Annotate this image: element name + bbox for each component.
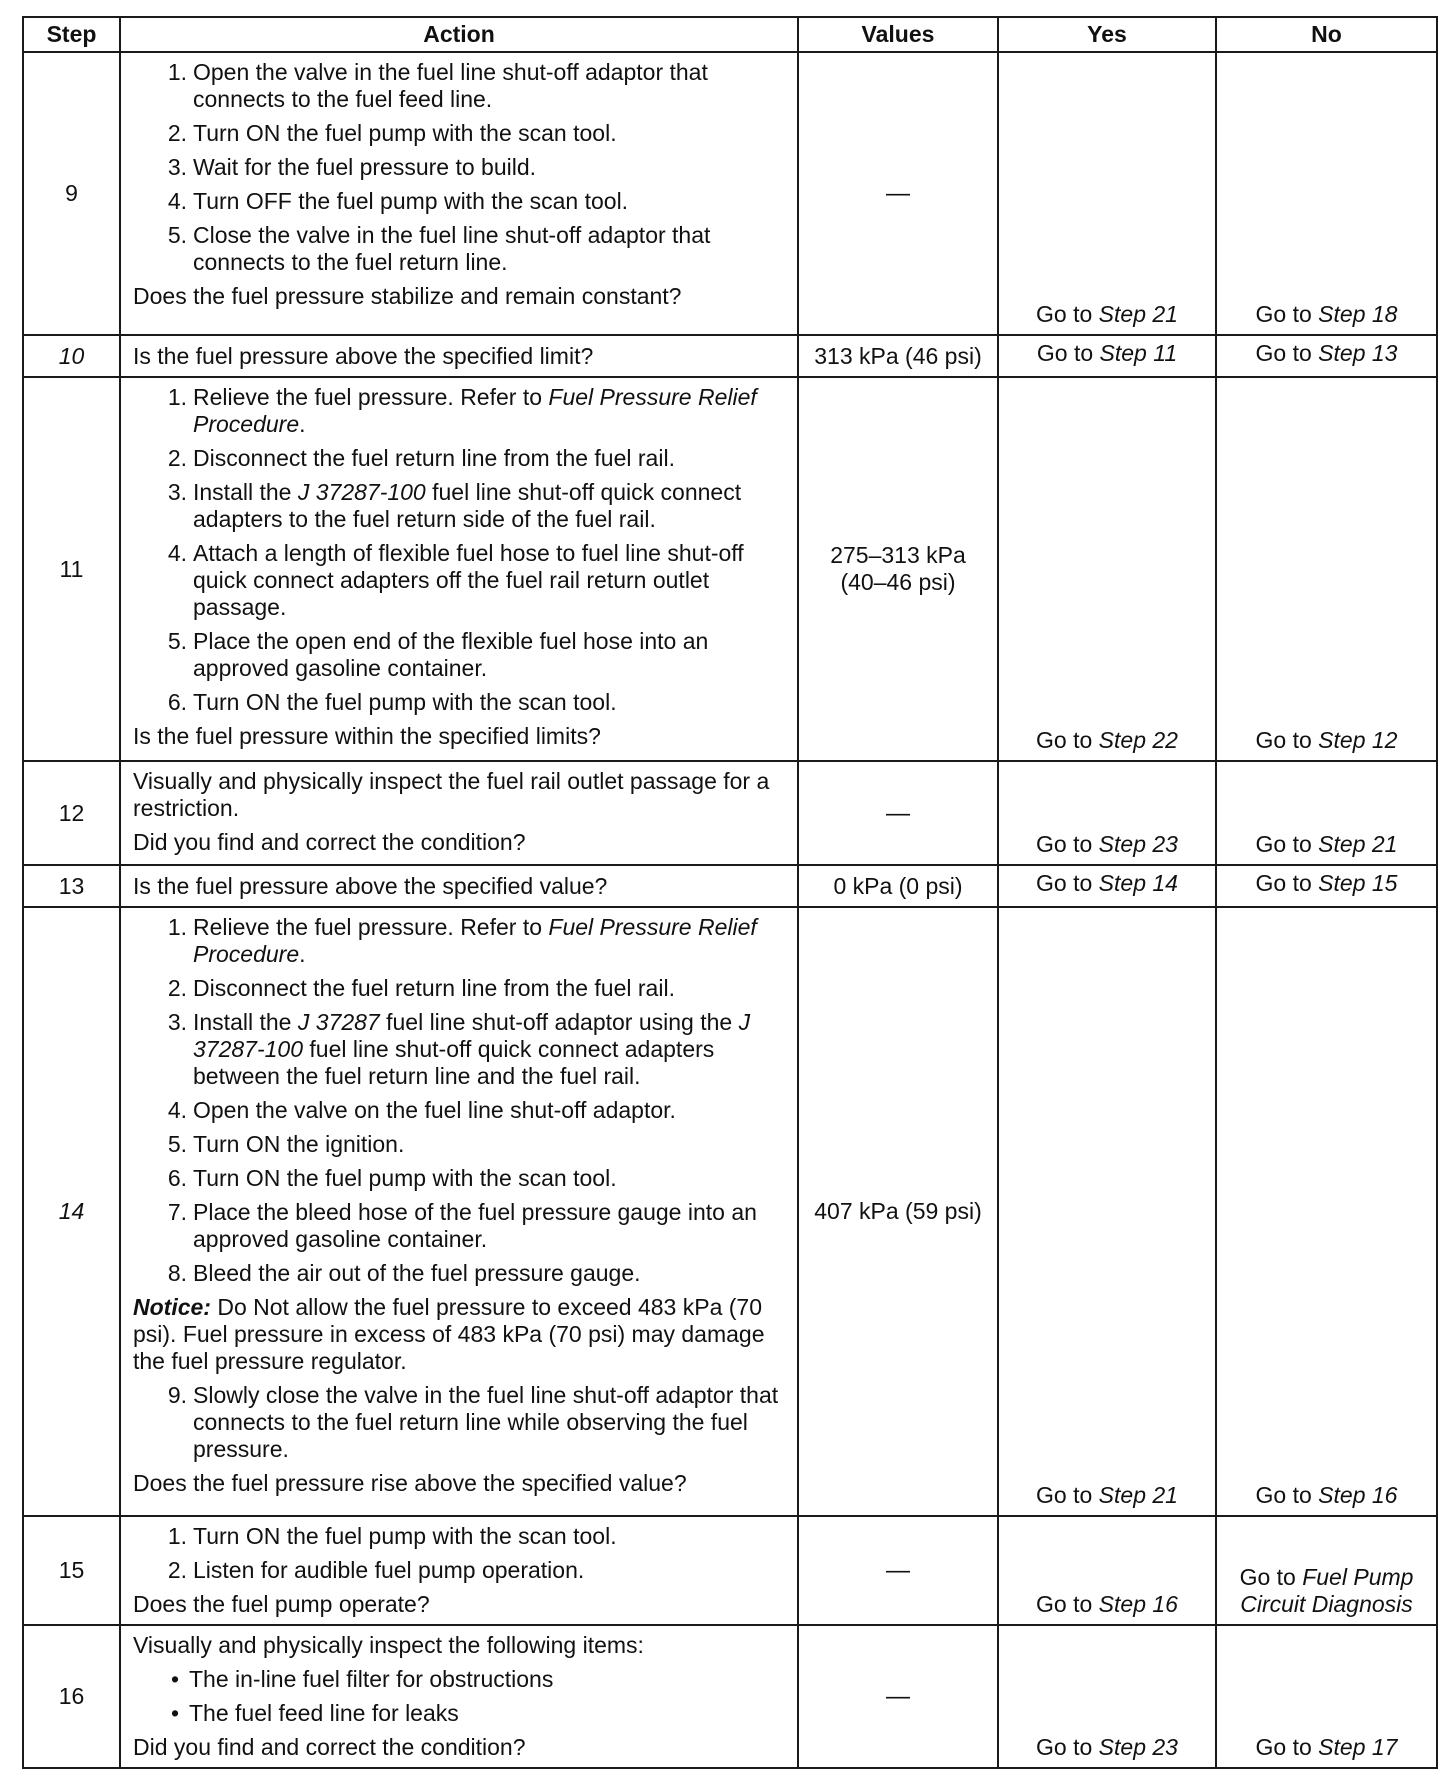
table-row bbox=[23, 1625, 1437, 1768]
step-link[interactable]: Step 21 bbox=[1318, 831, 1398, 857]
step-link[interactable]: Step 16 bbox=[1098, 1591, 1178, 1617]
step-number: 10 bbox=[23, 335, 120, 377]
yes-cell: Go to Step 21 bbox=[998, 52, 1216, 335]
no-cell: Go to Step 18 bbox=[1216, 52, 1437, 335]
table-row bbox=[23, 52, 1437, 335]
list-item: 2. Disconnect the fuel return line from the fuel rail. bbox=[167, 975, 675, 1001]
yes-cell: Go to Step 11 bbox=[998, 335, 1216, 377]
step-link[interactable]: Step 23 bbox=[1098, 831, 1178, 857]
step-link[interactable]: Step 15 bbox=[1318, 869, 1398, 896]
action-text: Visually and physically inspect the fuel rail outlet passage for a restriction. bbox=[133, 768, 770, 821]
list-item: 4. Attach a length of flexible fuel hose to fuel line shut-off quick connect adapters off the fuel rail return outlet passage. bbox=[167, 540, 744, 620]
list-item: 6. Turn ON the fuel pump with the scan tool. bbox=[167, 689, 617, 715]
list-item: 3. Install the J 37287-100 fuel line shut-off quick connect adapters to the fuel return side of the fuel rail. bbox=[167, 479, 742, 532]
table-row bbox=[23, 335, 1437, 377]
step-link[interactable]: Step 18 bbox=[1318, 301, 1398, 327]
list-item: 1. Turn ON the fuel pump with the scan tool. bbox=[167, 1523, 617, 1549]
yes-cell: Go to Step 23 bbox=[998, 761, 1216, 865]
list-item: 5. Place the open end of the flexible fuel hose into an approved gasoline container. bbox=[167, 628, 709, 681]
procedure-link-line2[interactable]: Circuit Diagnosis bbox=[1240, 1591, 1413, 1617]
no-cell: Go to Step 13 bbox=[1216, 335, 1437, 377]
action-question: Does the fuel pump operate? bbox=[133, 1591, 430, 1617]
list-item: • The fuel feed line for leaks bbox=[170, 1700, 459, 1726]
step-link[interactable]: Step 14 bbox=[1098, 869, 1178, 896]
step-number: 12 bbox=[23, 761, 120, 865]
procedure-reference[interactable]: Fuel Pressure Relief Procedure bbox=[193, 384, 757, 437]
table-row bbox=[23, 761, 1437, 865]
action-cell bbox=[120, 1516, 798, 1625]
step-link[interactable]: Step 13 bbox=[1318, 339, 1398, 366]
header-no: No bbox=[1216, 17, 1437, 52]
list-item: 1. Relieve the fuel pressure. Refer to Fuel Pressure Relief Procedure. bbox=[167, 914, 757, 967]
action-question: Is the fuel pressure above the specified limit? bbox=[133, 342, 594, 369]
action-text: Visually and physically inspect the following items: bbox=[133, 1632, 644, 1658]
table-row bbox=[23, 377, 1437, 761]
no-cell: Go to Fuel Pump Circuit Diagnosis bbox=[1216, 1516, 1437, 1625]
action-cell bbox=[120, 1625, 798, 1768]
action-question: Did you find and correct the condition? bbox=[133, 1734, 526, 1760]
value-cell: — bbox=[798, 1625, 998, 1768]
list-item: 5. Turn ON the ignition. bbox=[167, 1131, 405, 1157]
value-cell: 313 kPa (46 psi) bbox=[798, 335, 998, 377]
action-steps bbox=[133, 384, 787, 716]
action-cell bbox=[120, 761, 798, 865]
table-row bbox=[23, 907, 1437, 1516]
no-cell: Go to Step 21 bbox=[1216, 761, 1437, 865]
notice-text: Notice: Do Not allow the fuel pressure to exceed 483 kPa (70 psi). Fuel pressure in excess of 483 kPa (70 psi) may damage the fuel pressure regulator. bbox=[133, 1294, 765, 1374]
yes-cell: Go to Step 22 bbox=[998, 377, 1216, 761]
step-number: 11 bbox=[23, 377, 120, 761]
list-item: 4. Turn OFF the fuel pump with the scan tool. bbox=[167, 188, 629, 214]
step-link[interactable]: Step 22 bbox=[1098, 727, 1178, 753]
step-link[interactable]: Step 11 bbox=[1099, 339, 1178, 366]
value-cell: — bbox=[798, 761, 998, 865]
notice-label: Notice: bbox=[133, 1294, 211, 1320]
list-item: • The in-line fuel filter for obstructions bbox=[170, 1666, 554, 1692]
list-item: 3. Install the J 37287 fuel line shut-off adaptor using the J 37287-100 fuel line shut-off quick connect adapters between the fuel return line and the fuel rail. bbox=[167, 1009, 751, 1089]
header-values: Values bbox=[798, 17, 998, 52]
action-cell bbox=[120, 377, 798, 761]
procedure-reference[interactable]: Fuel Pressure Relief Procedure bbox=[193, 914, 757, 967]
value-cell: — bbox=[798, 1516, 998, 1625]
step-link[interactable]: Step 23 bbox=[1098, 1734, 1178, 1760]
list-item: 1. Relieve the fuel pressure. Refer to Fuel Pressure Relief Procedure. bbox=[167, 384, 757, 437]
action-steps bbox=[133, 1523, 787, 1584]
list-item: 6. Turn ON the fuel pump with the scan tool. bbox=[167, 1165, 617, 1191]
list-item: 1. Open the valve in the fuel line shut-off adaptor that connects to the fuel feed line. bbox=[167, 59, 708, 112]
list-item: 3. Wait for the fuel pressure to build. bbox=[167, 154, 537, 180]
yes-cell: Go to Step 16 bbox=[998, 1516, 1216, 1625]
value-cell: 407 kPa (59 psi) bbox=[798, 907, 998, 1516]
step-link[interactable]: Step 12 bbox=[1318, 727, 1398, 753]
step-link[interactable]: Step 16 bbox=[1318, 1482, 1398, 1508]
step-link[interactable]: Step 21 bbox=[1098, 1482, 1178, 1508]
procedure-link[interactable]: Fuel Pump bbox=[1302, 1564, 1414, 1590]
value-cell: 275–313 kPa (40–46 psi) bbox=[798, 377, 998, 761]
list-item: 9. Slowly close the valve in the fuel line shut-off adaptor that connects to the fuel return line while observing the fuel pressure. bbox=[167, 1382, 779, 1462]
header-yes: Yes bbox=[998, 17, 1216, 52]
list-item: 5. Close the valve in the fuel line shut-off adaptor that connects to the fuel return line. bbox=[167, 222, 711, 275]
action-cell bbox=[120, 865, 798, 907]
action-steps-continued bbox=[133, 1382, 787, 1463]
tool-number: J 37287 bbox=[297, 1009, 380, 1035]
action-cell bbox=[120, 907, 798, 1516]
header-row bbox=[23, 17, 1437, 52]
action-steps bbox=[133, 914, 787, 1287]
tool-number: J 37287-100 bbox=[297, 479, 426, 505]
header-step: Step bbox=[23, 17, 120, 52]
step-number: 9 bbox=[23, 52, 120, 335]
list-item: 8. Bleed the air out of the fuel pressure gauge. bbox=[167, 1260, 641, 1286]
action-cell bbox=[120, 335, 798, 377]
header-action: Action bbox=[120, 17, 798, 52]
no-cell: Go to Step 15 bbox=[1216, 865, 1437, 907]
step-number: 14 bbox=[23, 907, 120, 1516]
no-cell: Go to Step 16 bbox=[1216, 907, 1437, 1516]
action-question: Is the fuel pressure above the specified value? bbox=[133, 872, 608, 899]
list-item: 2. Listen for audible fuel pump operation. bbox=[167, 1557, 585, 1583]
yes-cell: Go to Step 14 bbox=[998, 865, 1216, 907]
action-question: Does the fuel pressure rise above the specified value? bbox=[133, 1470, 687, 1496]
table-row bbox=[23, 1516, 1437, 1625]
step-link[interactable]: Step 21 bbox=[1098, 301, 1178, 327]
action-steps bbox=[133, 59, 787, 276]
no-cell: Go to Step 12 bbox=[1216, 377, 1437, 761]
value-cell: 0 kPa (0 psi) bbox=[798, 865, 998, 907]
yes-cell: Go to Step 21 bbox=[998, 907, 1216, 1516]
table-row bbox=[23, 865, 1437, 907]
no-cell: Go to Step 17 bbox=[1216, 1625, 1437, 1768]
list-item: 7. Place the bleed hose of the fuel pressure gauge into an approved gasoline container. bbox=[167, 1199, 757, 1252]
yes-cell: Go to Step 23 bbox=[998, 1625, 1216, 1768]
step-number: 15 bbox=[23, 1516, 120, 1625]
step-number: 16 bbox=[23, 1625, 120, 1768]
list-item: 4. Open the valve on the fuel line shut-off adaptor. bbox=[167, 1097, 676, 1123]
list-item: 2. Turn ON the fuel pump with the scan tool. bbox=[167, 120, 617, 146]
diagnostic-table bbox=[22, 16, 1438, 1769]
action-question: Is the fuel pressure within the specified limits? bbox=[133, 723, 601, 749]
action-question: Did you find and correct the condition? bbox=[133, 829, 526, 855]
inspection-list bbox=[133, 1666, 787, 1727]
step-number: 13 bbox=[23, 865, 120, 907]
tool-number: J 37287-100 bbox=[193, 1009, 751, 1062]
list-item: 2. Disconnect the fuel return line from the fuel rail. bbox=[167, 445, 675, 471]
action-question: Does the fuel pressure stabilize and remain constant? bbox=[133, 283, 682, 309]
step-link[interactable]: Step 17 bbox=[1318, 1734, 1398, 1760]
action-cell bbox=[120, 52, 798, 335]
value-cell: — bbox=[798, 52, 998, 335]
